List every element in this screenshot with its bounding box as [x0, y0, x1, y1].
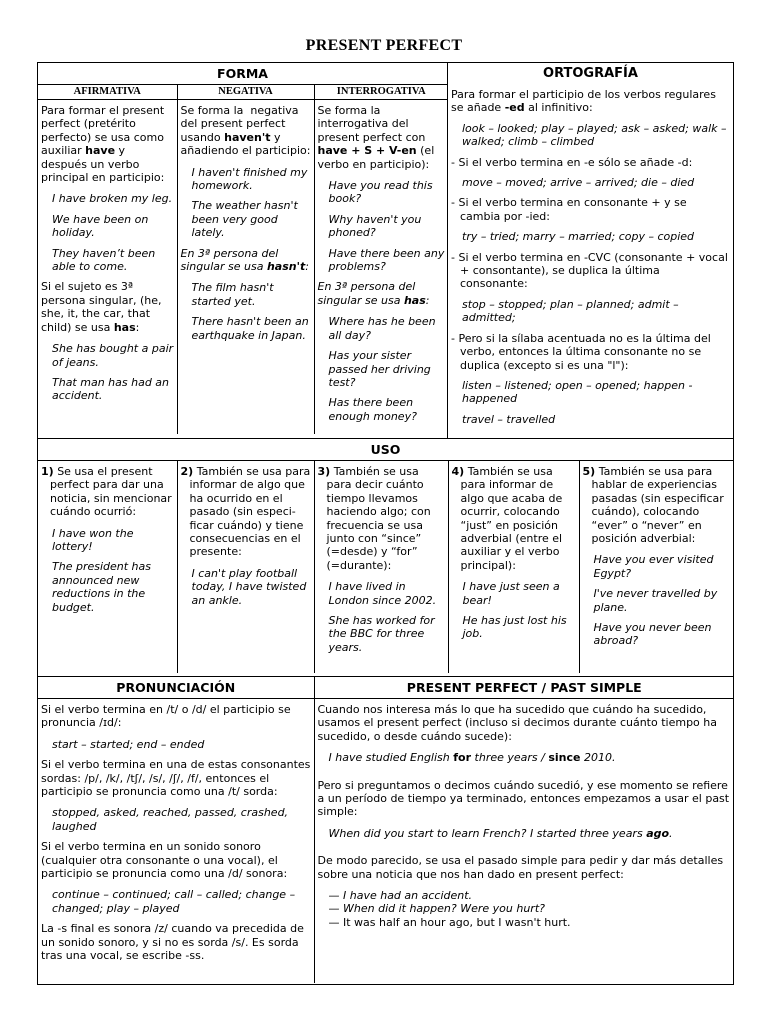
pp-ps-rule: De modo parecido, se usa el pasado simple para pedir y dar más detalles sobre una noticia que nos han dado en present perfect:: [317, 854, 724, 881]
pp-ps-rule: Pero si preguntamos o decimos cuándo sucedió, y ese momento se refiere a un período de tiempo ya terminado, entonces empezamos a usar el past simple:: [317, 778, 730, 819]
uso-number: 5): [582, 465, 596, 478]
example: Has there been enough money?: [328, 396, 417, 423]
interrogativa-heading: INTERROGATIVA: [315, 85, 449, 100]
afirmativa-column: [38, 85, 177, 434]
ortografia-rule: Para formar el participio de los verbos regulares se añade -ed al infinitivo:: [451, 88, 716, 115]
grammar-sheet: [37, 62, 734, 985]
example: try – tried; marry – married; copy – copied: [462, 230, 695, 244]
example: Where has he been all day?: [328, 315, 436, 342]
pronunciacion-rule: Si el verbo termina en /t/ o /d/ el participio se pronuncia /ɪd/:: [41, 703, 291, 730]
example: There hasn't been an earthquake in Japan.: [191, 315, 309, 342]
forma-section: [38, 63, 448, 439]
interrogativa-rule: Se forma la interrogativa del present perfect con have + S + V-en (el verbo en participio):: [317, 104, 435, 171]
example: She has worked for the BBC for three years.: [328, 614, 435, 654]
pronunciacion-section: [38, 677, 314, 983]
example: travel – travelled: [462, 412, 556, 426]
uso-item-2: [177, 461, 314, 673]
bottom-section: [38, 677, 734, 985]
example: She has bought a pair of jeans.: [52, 342, 174, 369]
uso-text: También se usa para informar de algo que ha ocurrido en el pasado (sin especi-ficar cuándo) y tiene consecuencias en el presente:: [189, 465, 311, 559]
ortografia-heading: ORTOGRAFÍA: [543, 66, 638, 81]
uso-item-3: [314, 461, 448, 673]
example: I have just seen a bear!: [462, 580, 560, 607]
ortografia-rule: - Si el verbo termina en consonante + y se cambia por -ied:: [451, 196, 687, 223]
ortografia-rule: - Si el verbo termina en -CVC (consonante + vocal + consontante), se duplica la última consonante:: [451, 250, 728, 291]
example: I have broken my leg.: [52, 192, 173, 206]
dialogue-line: — When did it happen? Were you hurt?: [328, 902, 545, 916]
example: I haven't finished my homework.: [191, 165, 308, 193]
uso-columns: [38, 461, 734, 673]
example: I have studied English for three years / since 2010.: [328, 751, 616, 765]
example: Why haven't you phoned?: [328, 212, 422, 240]
bottom-columns: [38, 677, 734, 983]
pp-ps-heading: PRESENT PERFECT / PAST SIMPLE: [315, 677, 735, 699]
afirmativa-rule: Para formar el present perfect (pretérito perfecto) se usa como auxiliar have y después un verbo principal en participio:: [41, 104, 165, 185]
example: The film hasn't started yet.: [191, 281, 274, 308]
example: stop – stopped; plan – planned; admit – admitted;: [462, 297, 679, 325]
pp-ps-rule: Cuando nos interesa más lo que ha sucedido que cuándo ha sucedido, usamos el present perfect (incluso si decimos durante cuánto tiempo ha sucedido, o desde cuándo sucede):: [317, 703, 717, 743]
uso-text: También se usa para hablar de experiencias pasadas (sin especificar cuándo), colocando “ever” o “never” en posición adverbial:: [591, 465, 724, 546]
uso-item-1: [38, 461, 177, 673]
negativa-rule: Se forma la negativa del present perfect usando haven't y añadiendo el participio:: [180, 104, 311, 158]
ortografia-rule: - Si el verbo termina en -e sólo se añade -d:: [451, 155, 693, 169]
example: Have you read this book?: [328, 179, 433, 206]
example: I have won the lottery!: [52, 526, 134, 554]
uso-text: También se usa para informar de algo que acaba de ocurrir, colocando “just” en posición adverbial (entre el auxiliar y el verbo principal):: [460, 465, 563, 572]
uso-text: Se usa el present perfect para dar una noticia, sin mencionar cuándo ocurrió:: [50, 465, 172, 519]
example: listen – listened; open – opened; happen - happened: [462, 378, 693, 406]
pronunciacion-rule: La -s final es sonora /z/ cuando va precedida de un sonido sonoro, y si no es sorda /s/. Es sorda tras una vocal, se escribe -ss.: [41, 922, 304, 963]
example: I have lived in London since 2002.: [328, 580, 437, 607]
negativa-heading: NEGATIVA: [178, 85, 314, 100]
negativa-rule-3rd-person: En 3ª persona del singular se usa hasn't:: [180, 246, 309, 274]
example: Has your sister passed her driving test?: [328, 349, 431, 389]
interrogativa-column: [314, 85, 448, 434]
uso-item-4: [448, 461, 579, 673]
example: Have you ever visited Egypt?: [593, 553, 714, 580]
afirmativa-heading: AFIRMATIVA: [38, 85, 177, 100]
pronunciacion-heading: PRONUNCIACIÓN: [38, 677, 314, 699]
interrogativa-rule-3rd-person: En 3ª persona del singular se usa has:: [317, 280, 430, 307]
example: That man has had an accident.: [52, 375, 170, 403]
example: look – looked; play – played; ask – asked; walk – walked; climb – climbed: [462, 121, 727, 149]
example: The weather hasn't been very good lately.: [191, 199, 298, 240]
example: stopped, asked, reached, passed, crashed, laughed: [52, 806, 289, 833]
example: start – started; end – ended: [52, 737, 205, 751]
pp-ps-section: [314, 677, 734, 983]
ortografia-rule: - Pero si la sílaba acentuada no es la última del verbo, entonces la última consonante no se duplica (excepto si es una "l"):: [451, 331, 711, 372]
example: I've never travelled by plane.: [593, 587, 718, 614]
example: They haven’t been able to come.: [52, 246, 156, 274]
example: move – moved; arrive – arrived; die – died: [462, 176, 695, 190]
pronunciacion-rule: Si el verbo termina en un sonido sonoro (cualquier otra consonante o una vocal), el participio se pronuncia como una /d/ sonora:: [41, 840, 288, 881]
example: He has just lost his job.: [462, 614, 567, 641]
dialogue-line: — I have had an accident.: [328, 889, 473, 903]
example: continue – continued; call – called; change – changed; play – played: [52, 888, 296, 915]
forma-columns: [38, 85, 448, 434]
afirmativa-rule-3rd-person: Si el sujeto es 3ª persona singular, (he, she, it, the car, that child) se usa has:: [41, 280, 162, 334]
example: When did you start to learn French? I started three years ago.: [328, 826, 673, 840]
forma-heading: FORMA: [38, 63, 447, 85]
example: Have you never been abroad?: [593, 621, 712, 648]
example: I can't play football today, I have twisted an ankle.: [191, 566, 307, 607]
example: The president has announced new reductions in the budget.: [52, 560, 151, 614]
uso-text: También se usa para decir cuánto tiempo llevamos haciendo algo; con frecuencia se usa junto con “since” (=desde) y “for” (=durante):: [326, 465, 431, 572]
uso-number: 4): [451, 465, 465, 478]
ortografia-section: [448, 63, 734, 439]
example: Have there been any problems?: [328, 246, 445, 274]
dialogue-line: — It was half an hour ago, but I wasn't hurt.: [328, 915, 571, 929]
uso-number: 3): [317, 465, 331, 478]
example: We have been on holiday.: [52, 212, 149, 240]
negativa-column: [177, 85, 314, 434]
uso-heading: USO: [38, 439, 733, 461]
uso-section: [38, 439, 734, 677]
uso-item-5: [579, 461, 734, 673]
uso-number: 2): [180, 465, 194, 478]
page-title: PRESENT PERFECT: [305, 37, 463, 54]
uso-number: 1): [41, 465, 54, 478]
pronunciacion-rule: Si el verbo termina en una de estas consonantes sordas: /p/, /k/, /tʃ/, /s/, /ʃ/, /f/, entonces el participio se pronuncia como una /t/ sorda:: [41, 758, 311, 799]
